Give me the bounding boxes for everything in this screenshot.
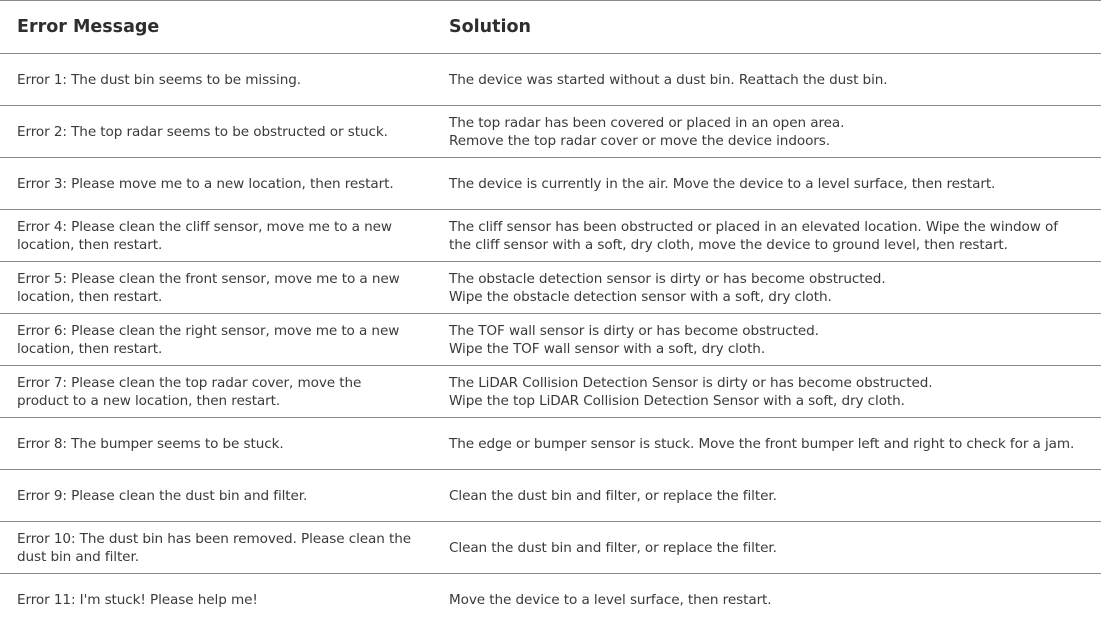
solution-cell: The edge or bumper sensor is stuck. Move the front bumper left and right to check for a jam. xyxy=(449,435,1075,452)
table-row xyxy=(0,522,1101,574)
error-message-cell: Error 6: Please clean the right sensor, move me to a new location, then restart. xyxy=(17,322,400,357)
solution-cell: The TOF wall sensor is dirty or has become obstructed. Wipe the TOF wall sensor with a soft, dry cloth. xyxy=(449,322,819,357)
table-row xyxy=(0,470,1101,522)
table-row xyxy=(0,210,1101,262)
solution-cell: The device was started without a dust bin. Reattach the dust bin. xyxy=(449,71,888,88)
error-message-cell: Error 4: Please clean the cliff sensor, move me to a new location, then restart. xyxy=(17,218,392,253)
table-row xyxy=(0,106,1101,158)
error-message-cell: Error 7: Please clean the top radar cover, move the product to a new location, then restart. xyxy=(17,374,362,409)
error-message-cell: Error 10: The dust bin has been removed. Please clean the dust bin and filter. xyxy=(17,530,412,565)
table-row xyxy=(0,262,1101,314)
table-row xyxy=(0,418,1101,470)
table-row xyxy=(0,54,1101,106)
error-message-cell: Error 11: I'm stuck! Please help me! xyxy=(17,592,258,608)
error-message-cell: Error 9: Please clean the dust bin and filter. xyxy=(17,487,308,504)
error-message-cell: Error 2: The top radar seems to be obstructed or stuck. xyxy=(17,123,388,140)
table-header-row xyxy=(0,1,1101,54)
solution-cell: The device is currently in the air. Move the device to a level surface, then restart. xyxy=(449,175,996,192)
solution-cell: Clean the dust bin and filter, or replace the filter. xyxy=(449,539,777,556)
header-error-message: Error Message xyxy=(17,17,160,37)
error-message-cell: Error 1: The dust bin seems to be missing. xyxy=(17,71,301,88)
solution-cell: The cliff sensor has been obstructed or placed in an elevated location. Wipe the window of the cliff sensor with a soft, dry cloth, move the device to ground level, then restart. xyxy=(449,218,1058,253)
table-row xyxy=(0,366,1101,418)
table-row xyxy=(0,574,1101,626)
solution-cell: The LiDAR Collision Detection Sensor is dirty or has become obstructed. Wipe the top LiDAR Collision Detection Sensor with a soft, dry cloth. xyxy=(449,374,933,409)
error-message-cell: Error 8: The bumper seems to be stuck. xyxy=(17,435,284,452)
error-message-cell: Error 3: Please move me to a new location, then restart. xyxy=(17,175,394,192)
table-row xyxy=(0,314,1101,366)
header-solution: Solution xyxy=(449,17,531,37)
solution-cell: Move the device to a level surface, then restart. xyxy=(449,592,772,608)
solution-cell: The obstacle detection sensor is dirty or has become obstructed. Wipe the obstacle detection sensor with a soft, dry cloth. xyxy=(449,270,886,305)
solution-cell: Clean the dust bin and filter, or replace the filter. xyxy=(449,487,777,504)
error-message-cell: Error 5: Please clean the front sensor, move me to a new location, then restart. xyxy=(17,270,400,305)
table-row xyxy=(0,158,1101,210)
solution-cell: The top radar has been covered or placed in an open area. Remove the top radar cover or move the device indoors. xyxy=(449,114,845,149)
